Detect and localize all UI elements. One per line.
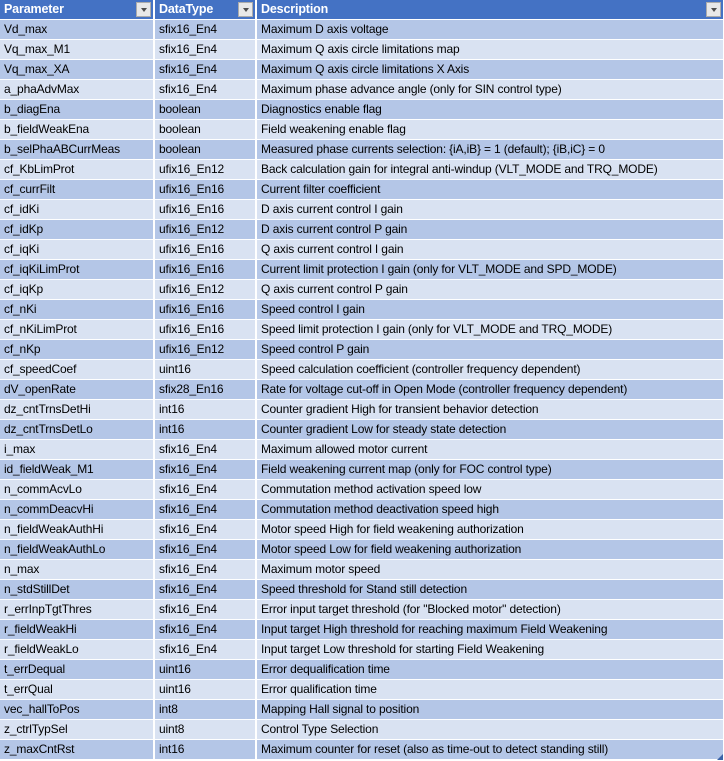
parameter-cell[interactable]: cf_iqKi xyxy=(0,240,155,260)
parameter-cell[interactable]: n_fieldWeakAuthHi xyxy=(0,520,155,540)
table-row xyxy=(0,60,724,80)
datatype-cell[interactable]: sfix16_En4 xyxy=(155,40,257,60)
column-header-datatype-label: DataType xyxy=(159,2,214,16)
column-header-datatype[interactable] xyxy=(155,0,257,20)
table-row xyxy=(0,660,724,680)
parameter-cell[interactable]: n_fieldWeakAuthLo xyxy=(0,540,155,560)
description-cell[interactable]: Speed limit protection I gain (only for VLT_MODE and TRQ_MODE) xyxy=(257,320,724,340)
table-row xyxy=(0,20,724,40)
parameter-cell[interactable]: id_fieldWeak_M1 xyxy=(0,460,155,480)
table-row xyxy=(0,600,724,620)
description-cell[interactable]: Maximum Q axis circle limitations X Axis xyxy=(257,60,724,80)
parameter-cell[interactable]: cf_idKp xyxy=(0,220,155,240)
table-row xyxy=(0,140,724,160)
table-row xyxy=(0,680,724,700)
table-row xyxy=(0,320,724,340)
parameter-cell[interactable]: dz_cntTrnsDetLo xyxy=(0,420,155,440)
table-row xyxy=(0,360,724,380)
description-cell[interactable]: Diagnostics enable flag xyxy=(257,100,724,120)
table-row xyxy=(0,280,724,300)
table-row xyxy=(0,400,724,420)
table-body xyxy=(0,20,724,760)
table-row xyxy=(0,260,724,280)
description-cell[interactable]: Q axis current control I gain xyxy=(257,240,724,260)
datatype-cell[interactable]: sfix16_En4 xyxy=(155,540,257,560)
datatype-cell[interactable]: sfix16_En4 xyxy=(155,460,257,480)
datatype-cell[interactable]: sfix16_En4 xyxy=(155,20,257,40)
datatype-cell[interactable]: boolean xyxy=(155,100,257,120)
datatype-cell[interactable]: sfix16_En4 xyxy=(155,440,257,460)
table-row xyxy=(0,620,724,640)
filter-dropdown-parameter[interactable] xyxy=(136,2,151,17)
parameter-cell[interactable]: t_errQual xyxy=(0,680,155,700)
description-cell[interactable]: Field weakening current map (only for FOC control type) xyxy=(257,460,724,480)
table-row xyxy=(0,500,724,520)
description-cell[interactable]: Speed calculation coefficient (controller frequency dependent) xyxy=(257,360,724,380)
description-cell[interactable]: Input target Low threshold for starting Field Weakening xyxy=(257,640,724,660)
table-row xyxy=(0,420,724,440)
description-cell[interactable]: Maximum Q axis circle limitations map xyxy=(257,40,724,60)
datatype-cell[interactable]: sfix16_En4 xyxy=(155,480,257,500)
description-cell[interactable]: Current limit protection I gain (only for VLT_MODE and SPD_MODE) xyxy=(257,260,724,280)
chevron-down-icon xyxy=(141,8,147,12)
datatype-cell[interactable]: ufix16_En16 xyxy=(155,300,257,320)
parameter-cell[interactable]: n_stdStillDet xyxy=(0,580,155,600)
parameter-cell[interactable]: cf_iqKp xyxy=(0,280,155,300)
parameter-cell[interactable]: Vq_max_M1 xyxy=(0,40,155,60)
description-cell[interactable]: Control Type Selection xyxy=(257,720,724,740)
datatype-cell[interactable]: sfix16_En4 xyxy=(155,80,257,100)
datatype-cell[interactable]: sfix16_En4 xyxy=(155,520,257,540)
chevron-down-icon xyxy=(243,8,249,12)
description-cell[interactable]: Commutation method deactivation speed high xyxy=(257,500,724,520)
description-cell[interactable]: Speed control I gain xyxy=(257,300,724,320)
table-row xyxy=(0,240,724,260)
table-row xyxy=(0,380,724,400)
table-header-row xyxy=(0,0,724,20)
parameter-cell[interactable]: dz_cntTrnsDetHi xyxy=(0,400,155,420)
parameter-cell[interactable]: n_max xyxy=(0,560,155,580)
description-cell[interactable]: Rate for voltage cut-off in Open Mode (controller frequency dependent) xyxy=(257,380,724,400)
parameter-cell[interactable]: z_ctrlTypSel xyxy=(0,720,155,740)
description-cell[interactable]: Error dequalification time xyxy=(257,660,724,680)
parameter-cell[interactable]: cf_speedCoef xyxy=(0,360,155,380)
table-row xyxy=(0,700,724,720)
datatype-cell[interactable]: ufix16_En12 xyxy=(155,220,257,240)
description-cell[interactable]: Error qualification time xyxy=(257,680,724,700)
table-row xyxy=(0,300,724,320)
description-cell[interactable]: Motor speed Low for field weakening authorization xyxy=(257,540,724,560)
description-cell[interactable]: Motor speed High for field weakening authorization xyxy=(257,520,724,540)
parameter-cell[interactable]: cf_KbLimProt xyxy=(0,160,155,180)
parameter-cell[interactable]: r_errInpTgtThres xyxy=(0,600,155,620)
datatype-cell[interactable]: ufix16_En16 xyxy=(155,180,257,200)
datatype-cell[interactable]: ufix16_En16 xyxy=(155,240,257,260)
table-row xyxy=(0,580,724,600)
parameter-cell[interactable]: b_diagEna xyxy=(0,100,155,120)
datatype-cell[interactable]: sfix16_En4 xyxy=(155,60,257,80)
description-cell[interactable]: Counter gradient Low for steady state detection xyxy=(257,420,724,440)
parameter-cell[interactable]: b_fieldWeakEna xyxy=(0,120,155,140)
parameter-cell[interactable]: cf_nKiLimProt xyxy=(0,320,155,340)
datatype-cell[interactable]: ufix16_En16 xyxy=(155,260,257,280)
table-row xyxy=(0,480,724,500)
table-row xyxy=(0,460,724,480)
datatype-cell[interactable]: ufix16_En12 xyxy=(155,160,257,180)
description-cell[interactable]: Commutation method activation speed low xyxy=(257,480,724,500)
parameter-cell[interactable]: cf_currFilt xyxy=(0,180,155,200)
parameter-cell[interactable]: a_phaAdvMax xyxy=(0,80,155,100)
parameter-cell[interactable]: cf_idKi xyxy=(0,200,155,220)
table-row xyxy=(0,120,724,140)
datatype-cell[interactable]: boolean xyxy=(155,120,257,140)
table-row xyxy=(0,340,724,360)
datatype-cell[interactable]: sfix16_En4 xyxy=(155,580,257,600)
datatype-cell[interactable]: sfix16_En4 xyxy=(155,620,257,640)
parameter-cell[interactable]: dV_openRate xyxy=(0,380,155,400)
datatype-cell[interactable]: uint16 xyxy=(155,680,257,700)
description-cell[interactable]: Maximum D axis voltage xyxy=(257,20,724,40)
description-cell[interactable]: Maximum phase advance angle (only for SIN control type) xyxy=(257,80,724,100)
table-row xyxy=(0,100,724,120)
datatype-cell[interactable]: uint16 xyxy=(155,360,257,380)
description-cell[interactable]: Current filter coefficient xyxy=(257,180,724,200)
description-cell[interactable]: D axis current control P gain xyxy=(257,220,724,240)
table-row xyxy=(0,440,724,460)
parameter-cell[interactable]: cf_nKi xyxy=(0,300,155,320)
parameter-cell[interactable]: Vq_max_XA xyxy=(0,60,155,80)
description-cell[interactable]: Mapping Hall signal to position xyxy=(257,700,724,720)
description-cell[interactable]: Back calculation gain for integral anti-windup (VLT_MODE and TRQ_MODE) xyxy=(257,160,724,180)
datatype-cell[interactable]: ufix16_En12 xyxy=(155,280,257,300)
parameter-cell[interactable]: i_max xyxy=(0,440,155,460)
datatype-cell[interactable]: ufix16_En16 xyxy=(155,200,257,220)
description-cell[interactable]: Error input target threshold (for "Blocked motor" detection) xyxy=(257,600,724,620)
description-cell[interactable]: Speed control P gain xyxy=(257,340,724,360)
description-cell[interactable]: Field weakening enable flag xyxy=(257,120,724,140)
filter-dropdown-datatype[interactable] xyxy=(238,2,253,17)
table-row xyxy=(0,220,724,240)
datatype-cell[interactable]: sfix16_En4 xyxy=(155,640,257,660)
description-cell[interactable]: Counter gradient High for transient behavior detection xyxy=(257,400,724,420)
parameter-cell[interactable]: cf_iqKiLimProt xyxy=(0,260,155,280)
datatype-cell[interactable]: int16 xyxy=(155,400,257,420)
datatype-cell[interactable]: uint16 xyxy=(155,660,257,680)
datatype-cell[interactable]: sfix28_En16 xyxy=(155,380,257,400)
column-header-parameter[interactable] xyxy=(0,0,155,20)
table-row xyxy=(0,740,724,760)
description-cell[interactable]: Q axis current control P gain xyxy=(257,280,724,300)
datatype-cell[interactable]: sfix16_En4 xyxy=(155,600,257,620)
parameter-cell[interactable]: vec_hallToPos xyxy=(0,700,155,720)
parameter-cell[interactable]: r_fieldWeakHi xyxy=(0,620,155,640)
datatype-cell[interactable]: ufix16_En16 xyxy=(155,320,257,340)
column-header-description-label: Description xyxy=(261,2,329,16)
description-cell[interactable]: D axis current control I gain xyxy=(257,200,724,220)
parameter-cell[interactable]: z_maxCntRst xyxy=(0,740,155,760)
datatype-cell[interactable]: boolean xyxy=(155,140,257,160)
table-row xyxy=(0,560,724,580)
table-row xyxy=(0,540,724,560)
filter-dropdown-description[interactable] xyxy=(706,2,721,17)
description-cell[interactable]: Maximum counter for reset (also as time-out to detect standing still) xyxy=(257,740,724,760)
datatype-cell[interactable]: ufix16_En12 xyxy=(155,340,257,360)
description-cell[interactable]: Speed threshold for Stand still detection xyxy=(257,580,724,600)
parameter-cell[interactable]: n_commDeacvHi xyxy=(0,500,155,520)
description-cell[interactable]: Maximum allowed motor current xyxy=(257,440,724,460)
parameter-cell[interactable]: Vd_max xyxy=(0,20,155,40)
column-header-description[interactable] xyxy=(257,0,724,20)
table-row xyxy=(0,720,724,740)
datatype-cell[interactable]: sfix16_En4 xyxy=(155,500,257,520)
datatype-cell[interactable]: sfix16_En4 xyxy=(155,560,257,580)
parameter-cell[interactable]: cf_nKp xyxy=(0,340,155,360)
datatype-cell[interactable]: int16 xyxy=(155,420,257,440)
column-header-parameter-label: Parameter xyxy=(4,2,64,16)
table-row xyxy=(0,80,724,100)
parameter-cell[interactable]: r_fieldWeakLo xyxy=(0,640,155,660)
table-row xyxy=(0,160,724,180)
table-row xyxy=(0,520,724,540)
parameter-cell[interactable]: t_errDequal xyxy=(0,660,155,680)
description-cell[interactable]: Maximum motor speed xyxy=(257,560,724,580)
parameter-cell[interactable]: n_commAcvLo xyxy=(0,480,155,500)
chevron-down-icon xyxy=(711,8,717,12)
table-resize-handle[interactable] xyxy=(717,754,723,760)
description-cell[interactable]: Measured phase currents selection: {iA,iB} = 1 (default); {iB,iC} = 0 xyxy=(257,140,724,160)
datatype-cell[interactable]: int8 xyxy=(155,700,257,720)
table-row xyxy=(0,640,724,660)
description-cell[interactable]: Input target High threshold for reaching maximum Field Weakening xyxy=(257,620,724,640)
table-row xyxy=(0,40,724,60)
table-row xyxy=(0,200,724,220)
parameter-cell[interactable]: b_selPhaABCurrMeas xyxy=(0,140,155,160)
datatype-cell[interactable]: uint8 xyxy=(155,720,257,740)
datatype-cell[interactable]: int16 xyxy=(155,740,257,760)
table-row xyxy=(0,180,724,200)
